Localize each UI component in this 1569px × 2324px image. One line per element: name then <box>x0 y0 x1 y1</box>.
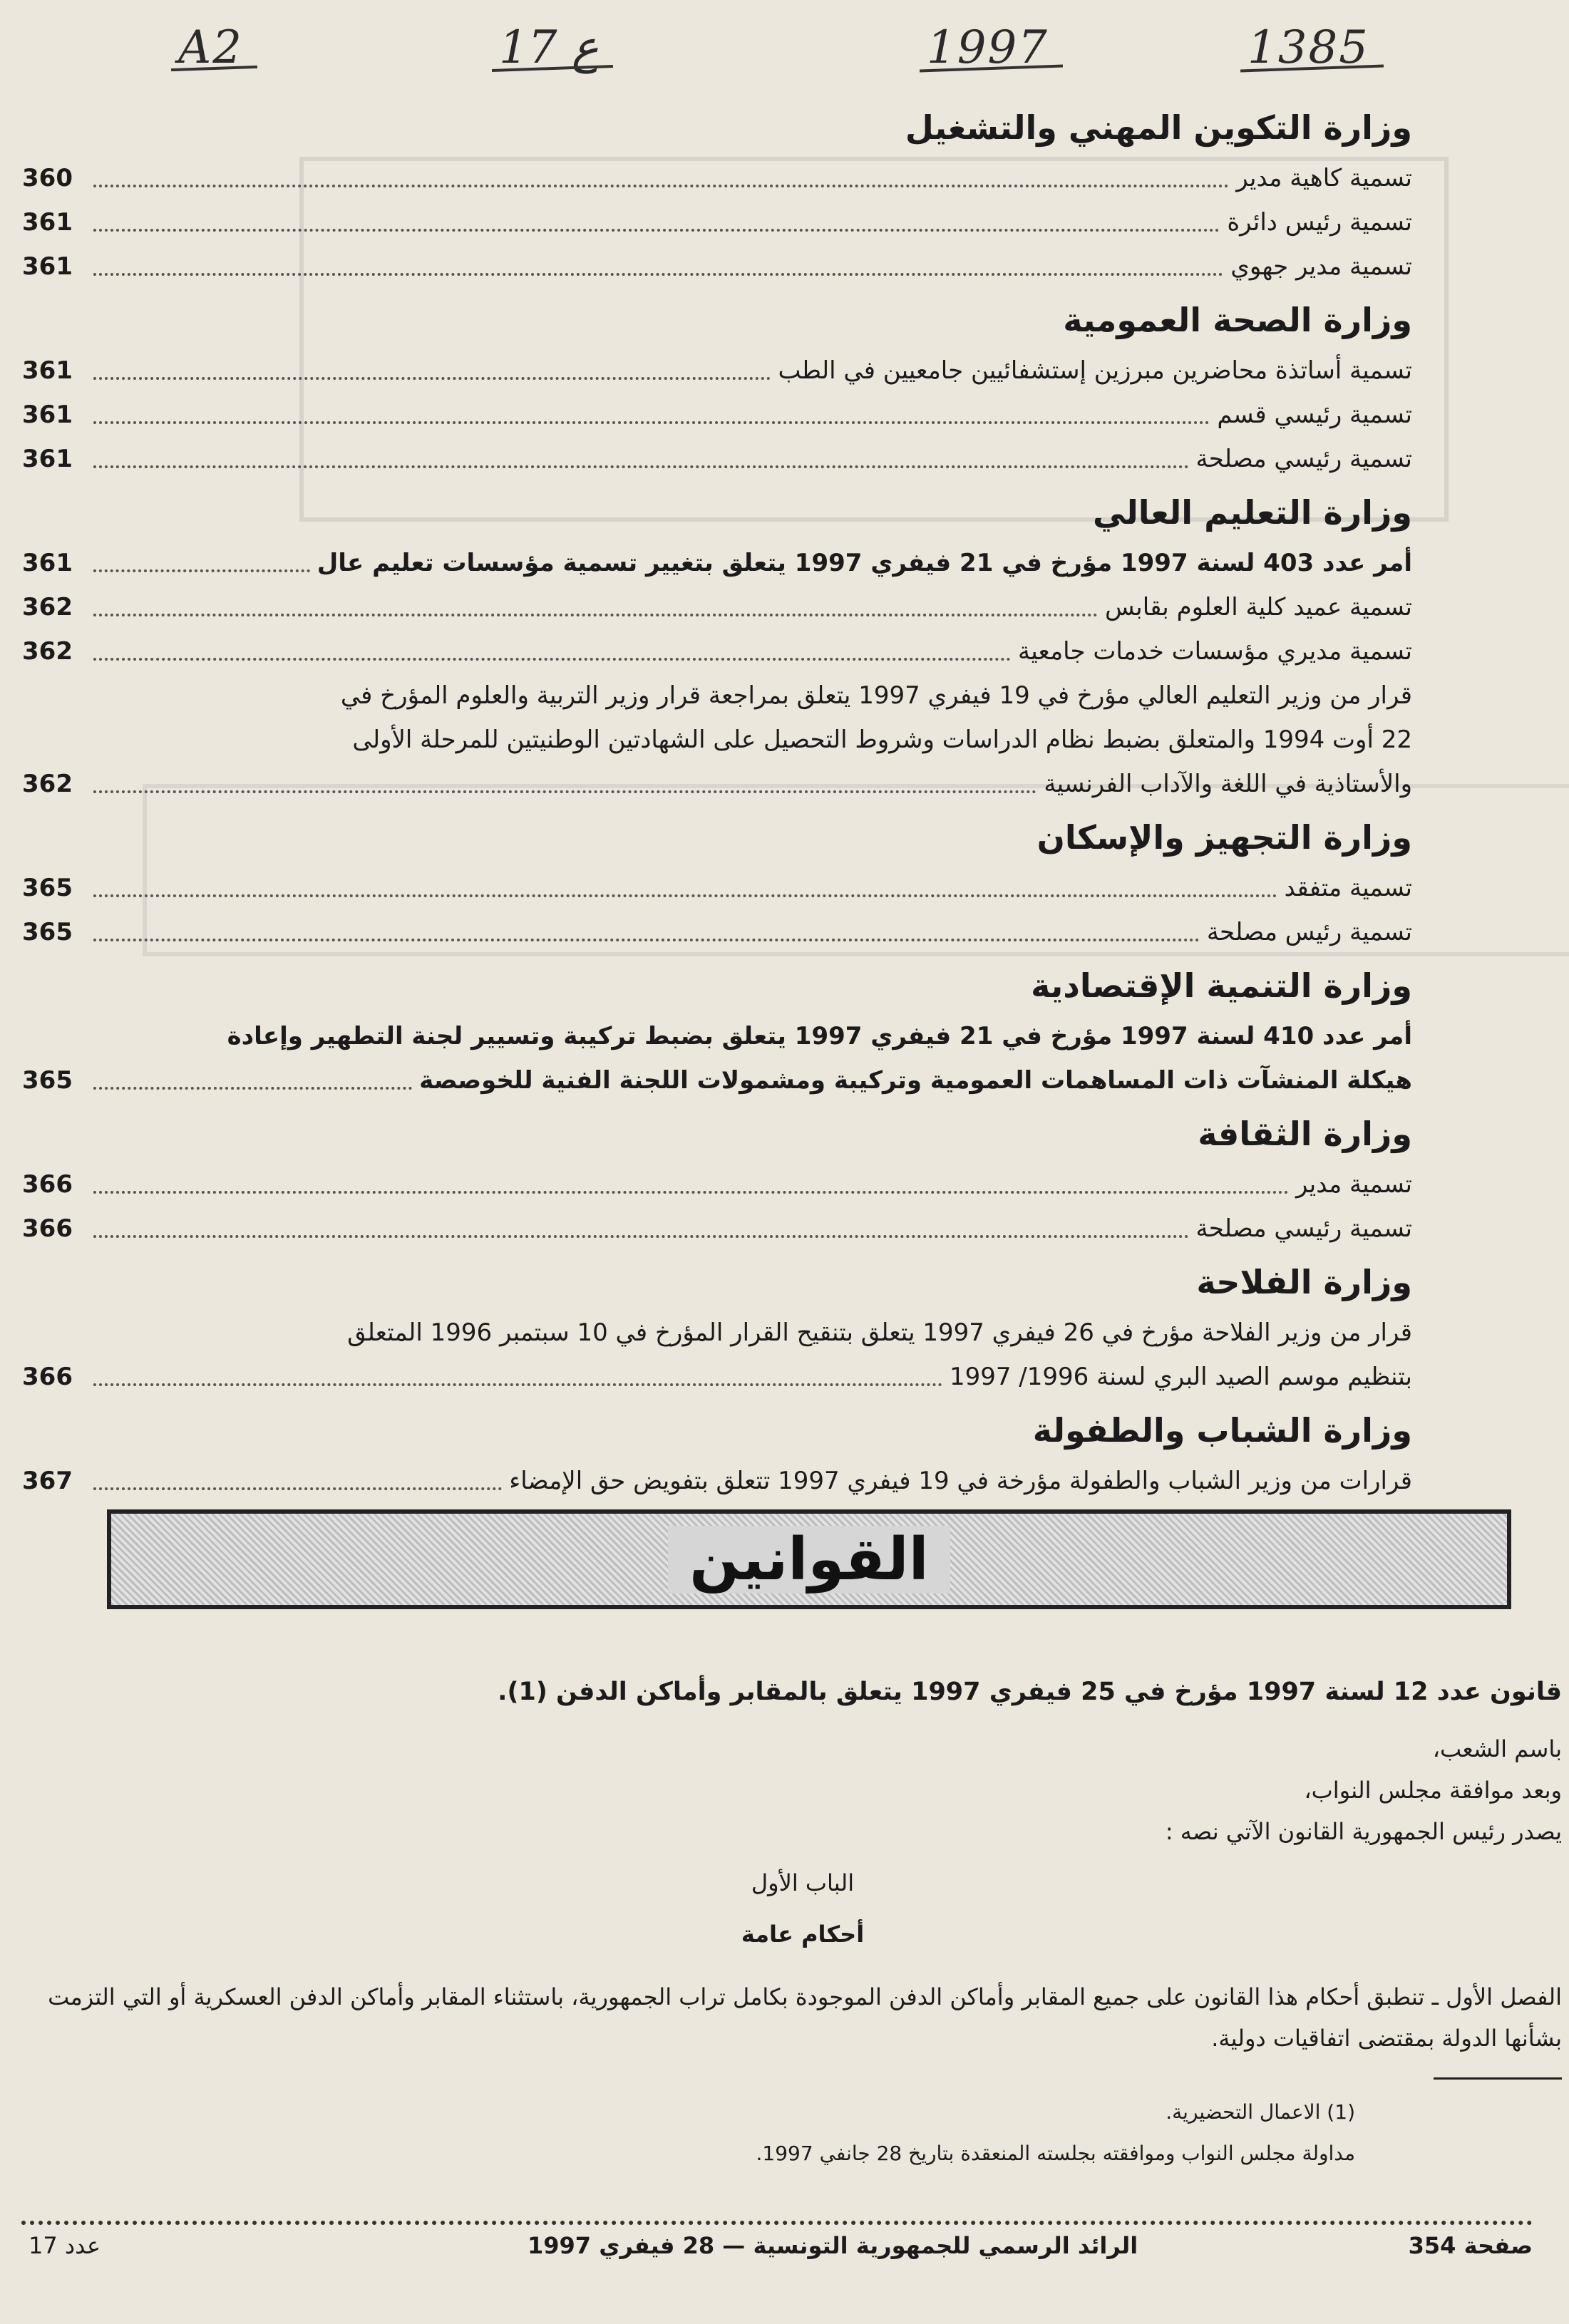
dot-leader <box>93 1383 942 1386</box>
toc-entry-text: تسمية عميد كلية العلوم بقابس <box>1104 593 1412 621</box>
law-preamble-3: يصدر رئيس الجمهورية القانون الآتي نصه : <box>1165 1818 1562 1845</box>
dot-leader <box>93 1087 412 1090</box>
article-1-line-2: بشأنها الدولة بمقتضى اتفاقيات دولية. <box>1211 2025 1562 2052</box>
toc-page-number: 365 <box>22 1066 73 1095</box>
toc-entry-text: تسمية متفقد <box>1284 874 1412 902</box>
toc-entry-last-row <box>22 1355 1412 1399</box>
toc-entry <box>22 348 1412 393</box>
ministry-heading: وزارة الفلاحة <box>1196 1263 1412 1301</box>
dot-leader <box>93 614 1098 616</box>
toc-entry-text: تسمية رئيس مصلحة <box>1206 918 1412 946</box>
toc-page-number: 362 <box>22 637 73 666</box>
law-body <box>43 1671 1562 2059</box>
dot-leader <box>93 465 1189 468</box>
handwritten-note-d: 1385 <box>1248 21 1369 74</box>
toc-entry-line: بتنظيم موسم الصيد البري لسنة 1996/ 1997 <box>949 1363 1412 1391</box>
toc-entry <box>22 1207 1412 1251</box>
ministry-heading: وزارة الشباب والطفولة <box>1032 1411 1412 1450</box>
toc-page-number: 366 <box>22 1363 73 1391</box>
toc-page-number: 361 <box>22 208 73 237</box>
toc-page-number: 366 <box>22 1214 73 1243</box>
dot-leader <box>93 939 1200 941</box>
ministry-heading: وزارة التعليم العالي <box>1092 493 1412 532</box>
footnote-2: مداولة مجلس النواب وموافقته بجلسته المنعقدة بتاريخ 28 جانفي 1997. <box>756 2142 1355 2165</box>
toc-page-number: 361 <box>22 445 73 473</box>
toc-entry-line: قرار من وزير التعليم العالي مؤرخ في 19 فيفري 1997 يتعلق بمراجعة قرار وزير التربية والعلوم المؤرخ في <box>340 681 1412 710</box>
article-1-line-1: الفصل الأول ـ تنطبق أحكام هذا القانون على جميع المقابر وأماكن الدفن الموجودة بكامل تراب الجمهورية، باستثناء المقابر وأماكن الدفن العسكرية أو التي التزمت <box>48 1983 1562 2010</box>
ministry-heading: وزارة الصحة العمومية <box>1063 301 1412 339</box>
law-preamble-2: وبعد موافقة مجلس النواب، <box>1304 1777 1562 1804</box>
ministry-heading: وزارة التجهيز والإسكان <box>1036 818 1412 857</box>
table-of-contents <box>22 96 1412 1503</box>
toc-entry-line: هيكلة المنشآت ذات المساهمات العمومية وتركيبة ومشمولات اللجنة الفنية للخوصصة <box>419 1066 1412 1095</box>
handwritten-note-a: A2 <box>178 21 243 74</box>
toc-entry-line: 22 أوت 1994 والمتعلق بضبط نظام الدراسات وشروط التحصيل على الشهادتين الوطنيتين للمرحلة الأولى <box>352 725 1412 754</box>
chapter-heading: الباب الأول <box>751 1869 855 1896</box>
toc-page-number: 362 <box>22 770 73 798</box>
toc-page-number: 362 <box>22 593 73 621</box>
toc-entry <box>22 1014 1412 1102</box>
toc-entry <box>22 437 1412 481</box>
law-title: قانون عدد 12 لسنة 1997 مؤرخ في 25 فيفري 1997 يتعلق بالمقابر وأماكن الدفن (1). <box>498 1678 1562 1706</box>
toc-entry-text: تسمية مدير <box>1295 1170 1412 1199</box>
toc-entry <box>22 200 1412 244</box>
toc-entry-text: تسمية أساتذة محاضرين مبرزين إستشفائيين جامعيين في الطب <box>778 356 1412 385</box>
toc-entry-text: تسمية رئيسي مصلحة <box>1195 1214 1412 1243</box>
dot-leader <box>93 1487 502 1490</box>
toc-entry-line: أمر عدد 410 لسنة 1997 مؤرخ في 21 فيفري 1997 يتعلق بضبط تركيبة وتسيير لجنة التطهير وإعادة <box>227 1022 1412 1050</box>
dot-leader <box>93 790 1036 793</box>
toc-entry <box>22 629 1412 673</box>
toc-page-number: 361 <box>22 401 73 429</box>
toc-entry <box>22 156 1412 200</box>
toc-entry-text: قرارات من وزير الشباب والطفولة مؤرخة في 19 فيفري 1997 تتعلق بتفويض حق الإمضاء <box>509 1467 1412 1495</box>
toc-entry <box>22 1311 1412 1399</box>
toc-page-number: 366 <box>22 1170 73 1199</box>
toc-entry <box>22 1459 1412 1503</box>
dot-leader <box>93 229 1220 232</box>
dot-leader <box>93 273 1223 276</box>
toc-entry <box>22 1162 1412 1207</box>
footnote-1: (1) الاعمال التحضيرية. <box>1166 2100 1355 2124</box>
toc-entry <box>22 585 1412 629</box>
dot-leader <box>93 421 1210 424</box>
toc-entry <box>22 866 1412 910</box>
chapter-title: أحكام عامة <box>741 1921 865 1948</box>
toc-entry-line: والأستاذية في اللغة والآداب الفرنسية <box>1044 770 1412 798</box>
toc-entry-last-row <box>22 762 1412 806</box>
handwritten-note-b: 17 ع <box>499 21 599 74</box>
dot-leader <box>93 1191 1289 1194</box>
toc-entry-text: تسمية رئيسي قسم <box>1217 401 1412 429</box>
dot-leader <box>93 894 1277 897</box>
toc-entry-text: تسمية مديري مؤسسات خدمات جامعية <box>1018 637 1412 666</box>
toc-page-number: 361 <box>22 549 73 577</box>
toc-entry <box>22 393 1412 437</box>
toc-page-number: 361 <box>22 356 73 385</box>
toc-page-number: 360 <box>22 164 73 192</box>
issue-number: عدد 17 <box>29 2232 101 2259</box>
footer-divider <box>21 2221 1533 2225</box>
toc-entry <box>22 910 1412 954</box>
ministry-heading: وزارة التنمية الإقتصادية <box>1031 966 1412 1005</box>
dot-leader <box>93 185 1229 187</box>
ministry-heading: وزارة الثقافة <box>1198 1115 1412 1153</box>
footnotes <box>756 2092 1356 2174</box>
toc-page-number: 365 <box>22 874 73 902</box>
dot-leader <box>93 1235 1189 1238</box>
gazette-name-date: الرائد الرسمي للجمهورية التونسية — 28 فيفري 1997 <box>528 2232 1138 2259</box>
toc-entry-text: تسمية رئيس دائرة <box>1227 208 1412 237</box>
toc-entry-text: تسمية كاهية مدير <box>1236 164 1412 192</box>
dot-leader <box>93 569 310 572</box>
toc-page-number: 365 <box>22 918 73 946</box>
toc-page-number: 361 <box>22 252 73 281</box>
toc-entry <box>22 541 1412 585</box>
toc-entry-text: تسمية رئيسي مصلحة <box>1195 445 1412 473</box>
dot-leader <box>93 658 1011 661</box>
toc-entry-line: قرار من وزير الفلاحة مؤرخ في 26 فيفري 1997 يتعلق بتنقيح القرار المؤرخ في 10 سبتمبر 1996 المتعلق <box>347 1318 1412 1347</box>
section-banner <box>107 1509 1511 1609</box>
page-number: صفحة 354 <box>1408 2232 1533 2259</box>
dot-leader <box>93 377 771 380</box>
law-preamble-1: باسم الشعب، <box>1432 1735 1562 1762</box>
toc-entry-last-row <box>22 1058 1412 1102</box>
toc-entry <box>22 673 1412 806</box>
toc-entry-text: تسمية مدير جهوي <box>1230 252 1412 281</box>
section-banner-title: القوانين <box>668 1526 950 1594</box>
toc-page-number: 367 <box>22 1467 73 1495</box>
footnote-divider <box>1434 2077 1562 2080</box>
toc-entry-text: أمر عدد 403 لسنة 1997 مؤرخ في 21 فيفري 1997 يتعلق بتغيير تسمية مؤسسات تعليم عال <box>317 549 1412 577</box>
toc-entry <box>22 244 1412 289</box>
handwritten-note-c: 1997 <box>927 21 1049 74</box>
ministry-heading: وزارة التكوين المهني والتشغيل <box>905 108 1412 147</box>
